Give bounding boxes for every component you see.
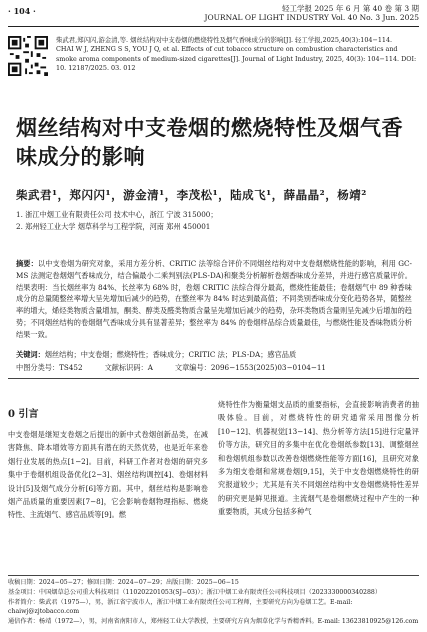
received-dates: 收稿日期：2024−05−27；修回日期：2024−07−29；出版日期：2025−06−15 bbox=[8, 579, 239, 586]
fund-info: 基金项目：中国烟草总公司重大科技项目（110202201053(SJ−03)）；浙江中烟工业有限责任公司科技项目（2023330000340288） bbox=[8, 588, 382, 596]
citation-en: CHAI W J, ZHENG S S, YOU J Q, et al. Effects of cut tobacco structure on combustion characteristics and smoke aroma components of medium-sized cigarettes[J]. Journal of Light Industry, 2025, 40(3): 104−114. DOI: 10. 12187/2025. 03. 012 bbox=[56, 45, 417, 73]
keywords bbox=[16, 349, 412, 360]
footnotes bbox=[8, 578, 419, 627]
corresponding-author: 通信作者：杨靖（1972—），男，河南省南阳市人，郑州轻工业大学教授，主要研究方向为烟草化学与香精香料。E-mail: 13623810925@126.com bbox=[8, 618, 419, 626]
author-list: 柴武君¹，郑闪闪¹，游金清¹，李茂松¹，陆成飞¹，薛晶晶²，杨靖² bbox=[16, 188, 367, 202]
journal-header bbox=[204, 4, 419, 22]
abstract-label: 摘要： bbox=[16, 259, 38, 268]
clc-number: 中图分类号：TS452 bbox=[16, 363, 83, 372]
document-code: 文献标识码：A bbox=[104, 363, 153, 372]
keywords-text: 烟丝结构；中支卷烟；燃烧特性；香味成分；CRITIC 法；PLS-DA；感官品质 bbox=[44, 350, 297, 359]
intro-left-column: 中支卷烟是继短支卷烟之后提出的新中式卷烟创新品类，在减害降焦、降本增效等方面具有潜在的天然优势，也是近年来卷烟行业发展的热点[1−2]。目前，科研工作者对卷烟的研究多集中于卷烟机组设备优化[2−3]、烟丝结构调控[4]、卷烟材料设计[5]及烟气成分分析[6]等方面。其中，烟丝结构是影响卷烟产品质量的重要因素[7−8]，它会影响卷烟物理指标、燃烧特性、主流烟气、感官品质等[9]。燃 bbox=[8, 430, 208, 520]
citation-cn: 柴武君,郑闪闪,游金清,等. 烟丝结构对中支卷烟的燃烧特性及烟气香味成分的影响[J]. 轻工学报,2025,40(3):104−114. bbox=[56, 36, 393, 44]
footnote-divider bbox=[8, 575, 419, 576]
affiliation-2: 2. 郑州轻工业大学 烟草科学与工程学院，河南 郑州 450001 bbox=[16, 221, 211, 231]
affiliations bbox=[16, 209, 416, 232]
section-heading-intro: 0 引言 bbox=[8, 409, 39, 420]
intro-right-column: 烧特性作为衡量烟支品质的重要指标，会直接影响消费者的抽吸体验。目前，对燃烧特性的研究通常采用图像分析[10−12]、机器视觉[13−14]、热分析等方法[15]进行定量评价等方法，研究目的多集中在优化卷烟纸参数[13]、调整烟丝和卷烟机组参数以改善卷烟燃烧性能等方面[16]，且研究对象多为细支卷烟和常规卷烟[9,15]，关于中支卷烟燃烧特性的研究报道较少；尤其是有关不同烟丝结构中支卷烟燃烧特性差异的研究更是鲜见报道。主流烟气是卷烟燃烧过程中产生的一种重要物质，其成分包括多种气 bbox=[218, 400, 419, 517]
section-divider bbox=[8, 378, 419, 379]
author-intro: 作者简介：柴武君（1975—），男，浙江省宁波市人，浙江中烟工业有限责任公司工程师，主要研究方向为卷烟工艺。E-mail: chaiwj@zjtobacco.com bbox=[8, 598, 353, 616]
abstract-text: 以中支卷烟为研究对象，采用方差分析、CRITIC 法等综合评价不同烟丝结构对中支卷烟燃烧性能的影响，利用 GC-MS 法测定卷烟烟气香味成分，结合偏最小二乘判别法(PLS-DA)和聚类分析解析卷烟香味成分差异，并进行感官质量评价。结果表明：当长烟丝率为 84%、长丝率为 68% 时，卷烟 CRITIC 法综合得分最高，燃烧性能最佳；卷烟烟气中 89 种香味成分的总量随整丝率增大呈先增加后减少的趋势，在整丝率为 84% 时达到最高值；不同类别香味成分变化趋势各异，随整丝率的增大，烯烃类物质含量增加，酮类、醇类及醛类物质含量呈先增加后减少的趋势，杂环类物质含量则呈先减少后增加的趋势；不同烟丝结构的卷烟烟气香味成分具有显著差异；整丝率为 84% 的卷烟样品综合质量最佳，与燃烧性能及香味物质分析结果一致。 bbox=[16, 259, 412, 339]
keywords-label: 关键词： bbox=[16, 350, 45, 359]
classification-line bbox=[16, 362, 412, 373]
affiliation-1: 1. 浙江中烟工业有限责任公司 技术中心，浙江 宁波 315000； bbox=[16, 210, 218, 219]
journal-header-en: JOURNAL OF LIGHT INDUSTRY Vol. 40 No. 3 Jun. 2025 bbox=[204, 13, 419, 22]
article-title: 烟丝结构对中支卷烟的燃烧特性及烟气香味成分的影响 bbox=[16, 115, 403, 169]
journal-header-cn: 轻工学报 2025 年 6 月 第 40 卷 第 3 期 bbox=[281, 4, 419, 13]
article-id: 文章编号：2096−1553(2025)03−0104−11 bbox=[174, 363, 326, 372]
page-number: · 104 · bbox=[8, 6, 36, 16]
header-rule bbox=[8, 26, 419, 27]
abstract bbox=[16, 258, 412, 341]
citation-block bbox=[56, 36, 418, 74]
qr-code-icon bbox=[8, 36, 48, 76]
